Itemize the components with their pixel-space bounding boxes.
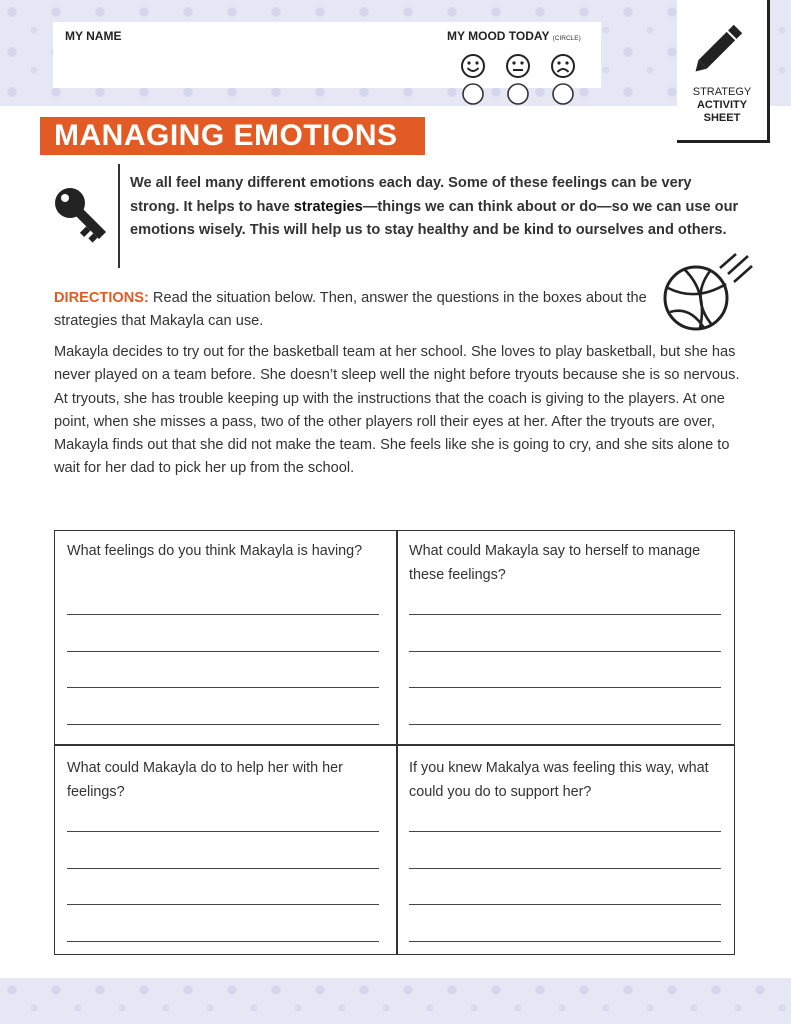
answer-line[interactable] xyxy=(409,651,721,652)
question-4: If you knew Makalya was feeling this way, what could you do to support her? xyxy=(409,760,709,800)
answer-line[interactable] xyxy=(67,614,379,615)
neutral-face-icon[interactable] xyxy=(503,52,533,108)
answer-line[interactable] xyxy=(67,687,379,688)
happy-face-icon[interactable] xyxy=(458,52,488,108)
answer-line[interactable] xyxy=(67,868,379,869)
mood-note: (CIRCLE) xyxy=(552,35,581,42)
strategy-activity-tab xyxy=(677,0,770,143)
key-icon xyxy=(52,185,108,249)
strategy-line-3: SHEET xyxy=(703,112,741,124)
answer-line[interactable] xyxy=(67,904,379,905)
mood-label-text: MY MOOD TODAY xyxy=(447,29,550,43)
strategy-line-1: STRATEGY xyxy=(692,86,752,98)
answer-line[interactable] xyxy=(67,651,379,652)
intro-before: We all feel many different emotions each day. Some of these feelings can be very strong. It helps to have xyxy=(130,175,692,215)
directions-label: DIRECTIONS: xyxy=(54,290,149,306)
strategy-line-2: ACTIVITY xyxy=(696,99,748,111)
intro-text xyxy=(130,172,740,243)
question-1: What feelings do you think Makayla is having? xyxy=(67,543,363,559)
question-3: What could Makayla do to help her with her feelings? xyxy=(67,760,343,800)
story-paragraph: Makayla decides to try out for the basketball team at her school. She loves to play basketball, but she has never played on a team before. She doesn’t sleep well the night before tryouts because she is so nervous. At tryouts, she has trouble keeping up with the instructions that the coach is giving to the players. At one point, when she misses a pass, two of the other players roll their eyes at her. After the tryouts are over, Makayla finds out that she did not make the team. She feels like she is going to cry, and she sits alone to wait for her dad to pick her up from the school. xyxy=(54,344,740,477)
answer-line[interactable] xyxy=(67,941,379,942)
answer-line[interactable] xyxy=(67,724,379,725)
sad-face-icon[interactable] xyxy=(548,52,578,108)
name-label: MY NAME xyxy=(65,29,122,43)
title-bar xyxy=(40,117,425,155)
name-mood-box xyxy=(53,22,601,88)
grid-vertical-divider xyxy=(396,531,398,954)
footer-pattern-band xyxy=(0,978,791,1024)
intro-after: —things we can think about or do—so we can use our emotions wisely. This will help us to stay healthy and be kind to ourselves and others. xyxy=(130,198,739,238)
answer-line[interactable] xyxy=(67,831,379,832)
answer-line[interactable] xyxy=(409,831,721,832)
question-2: What could Makayla say to herself to manage these feelings? xyxy=(409,543,701,583)
page-title: MANAGING EMOTIONS xyxy=(54,119,398,152)
directions-body: Read the situation below. Then, answer the questions in the boxes about the strategies that Makayla can use. xyxy=(54,290,647,329)
answer-line[interactable] xyxy=(409,941,721,942)
answer-line[interactable] xyxy=(409,614,721,615)
answer-line[interactable] xyxy=(409,868,721,869)
answer-line[interactable] xyxy=(409,724,721,725)
grid-horizontal-divider xyxy=(55,744,734,746)
mood-label xyxy=(447,29,581,43)
strategy-label xyxy=(677,86,767,125)
question-grid xyxy=(54,530,735,955)
pencil-icon xyxy=(691,16,751,76)
intro-divider xyxy=(118,164,120,268)
answer-line[interactable] xyxy=(409,904,721,905)
directions-text xyxy=(54,287,654,333)
basketball-icon xyxy=(660,250,756,336)
answer-line[interactable] xyxy=(409,687,721,688)
intro-bold: strategies xyxy=(293,198,363,215)
